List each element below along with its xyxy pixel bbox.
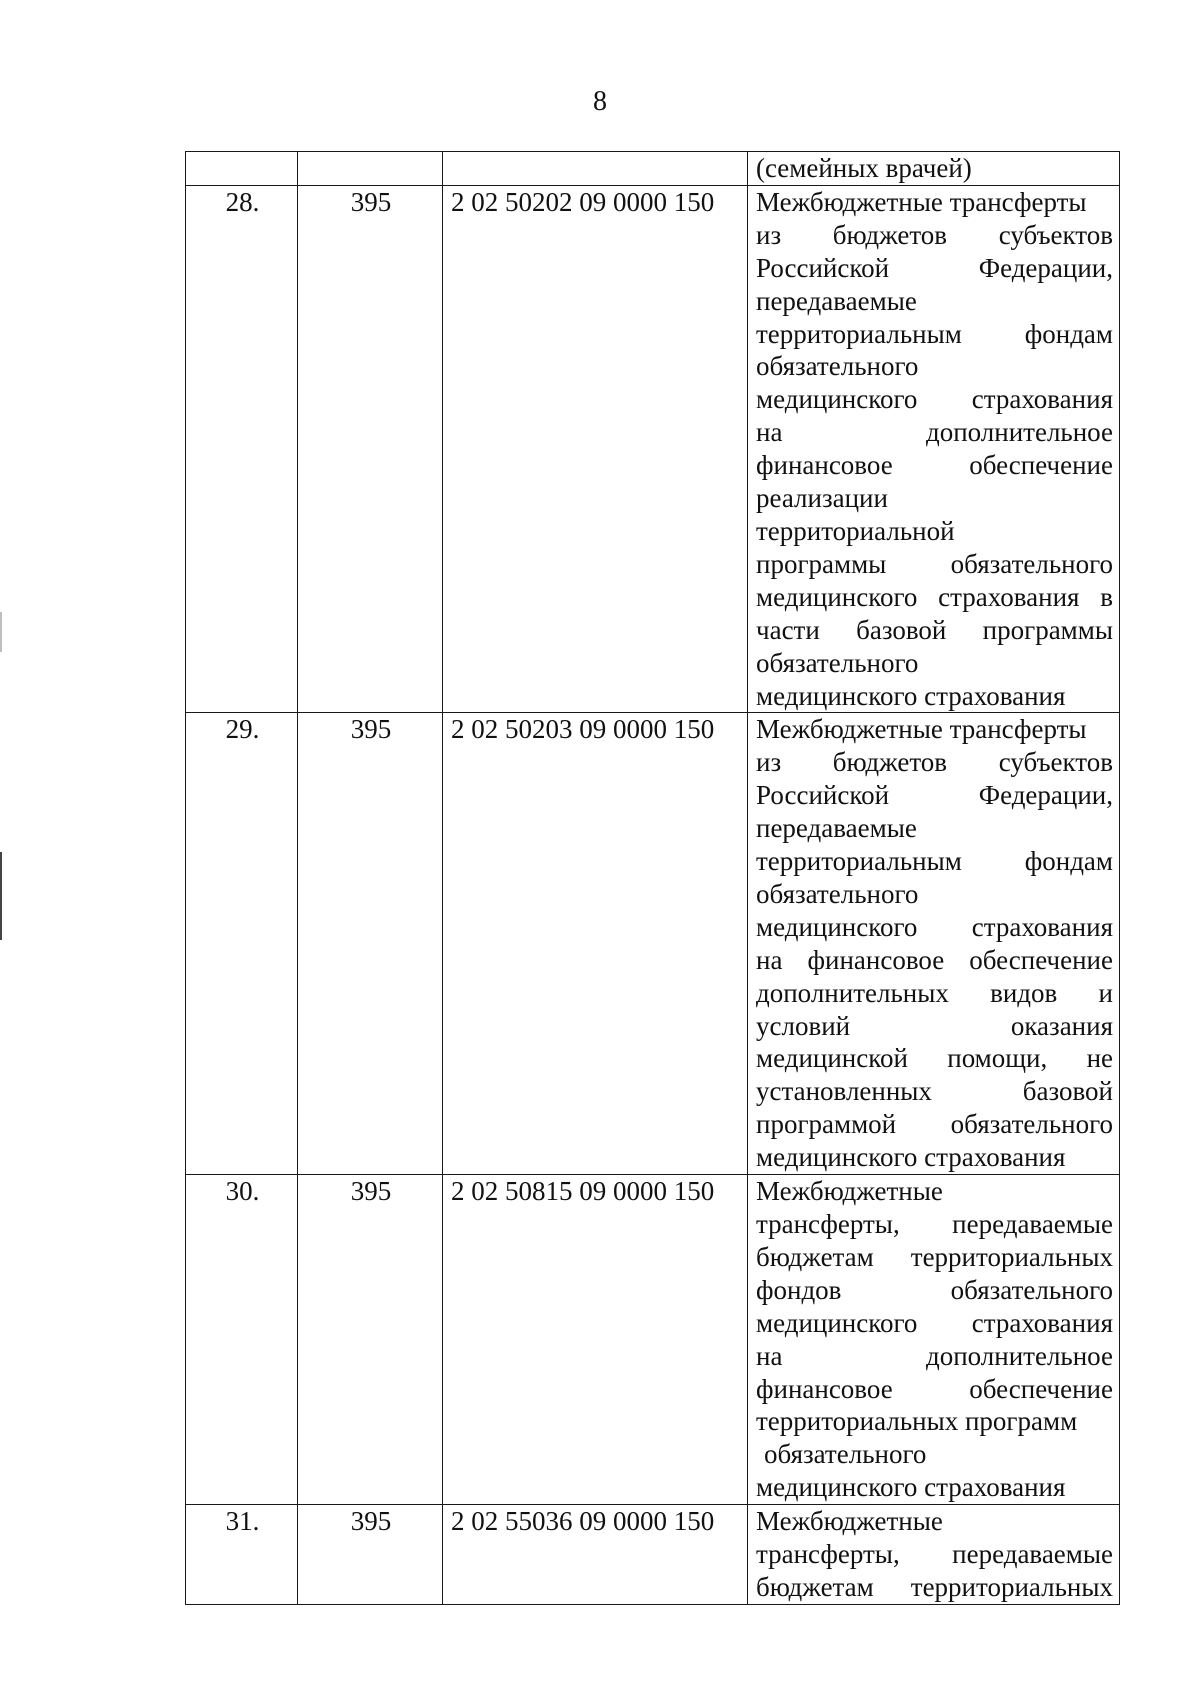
row-number-cell [186, 152, 298, 186]
administrator-code-cell: 395 [298, 185, 443, 713]
description-line: Межбюджетные [756, 1506, 943, 1537]
description-line: Российской Федерации, [756, 252, 1113, 283]
scan-edge-mark [0, 612, 2, 652]
description-line: программы обязательного [756, 548, 1113, 579]
income-description-cell [748, 713, 1120, 1175]
description-line: территориальным фондам [756, 318, 1113, 349]
budget-classification-code-cell: 2 02 55036 09 0000 150 [443, 1505, 748, 1605]
description-line: части базовой программы [756, 614, 1113, 645]
description-line: территориальной [756, 515, 955, 546]
description-line: медицинского страхования [756, 1142, 1066, 1173]
description-line: медицинского страхования [756, 1472, 1066, 1503]
description-line: передаваемые [756, 285, 917, 316]
page-number: 8 [593, 86, 607, 117]
description-line: медицинского страхования [756, 680, 1066, 711]
description-line: трансферты, передаваемые [756, 1539, 1113, 1570]
table-row [186, 152, 1120, 186]
income-description-cell [748, 185, 1120, 713]
description-line: финансовое обеспечение [756, 450, 1113, 481]
table-body [186, 152, 1120, 1605]
description-line: программой обязательного [756, 1109, 1113, 1140]
description-line: на финансовое обеспечение [756, 944, 1113, 975]
description-line: медицинского страхования в [756, 581, 1113, 612]
description-line: реализации [756, 483, 888, 514]
description-line: условий оказания [756, 1010, 1113, 1041]
description-line: на дополнительное [756, 1340, 1113, 1371]
description-line: медицинского страхования [756, 384, 1113, 415]
budget-classification-code-cell: 2 02 50203 09 0000 150 [443, 713, 748, 1175]
table-row [186, 713, 1120, 1175]
income-description-cell [748, 1505, 1120, 1605]
description-line: Межбюджетные [756, 1176, 943, 1207]
budget-classification-code-cell [443, 152, 748, 186]
budget-codes-table [185, 151, 1120, 1605]
income-description-cell [748, 152, 1120, 186]
description-line: Межбюджетные трансферты [756, 714, 1087, 745]
administrator-code-cell: 395 [298, 1175, 443, 1505]
table-row [186, 1175, 1120, 1505]
description-line: обязательного [756, 878, 919, 909]
budget-classification-code-cell: 2 02 50815 09 0000 150 [443, 1175, 748, 1505]
description-line: бюджетам территориальных [756, 1241, 1113, 1272]
table-row [186, 1505, 1120, 1605]
description-line: обязательного [756, 351, 919, 382]
description-line: трансферты, передаваемые [756, 1209, 1113, 1239]
description-line: из бюджетов субъектов [756, 747, 1113, 778]
description-line: Межбюджетные трансферты [756, 186, 1087, 217]
description-line: обязательного [764, 1439, 927, 1470]
description-line: обязательного [756, 647, 919, 678]
description-line: (семейных врачей) [756, 153, 972, 183]
description-line: медицинского страхования [756, 1307, 1113, 1338]
scan-edge-mark [0, 852, 2, 940]
table-row [186, 185, 1120, 713]
description-line: территориальным фондам [756, 846, 1113, 877]
description-line: на дополнительное [756, 417, 1113, 448]
income-description-cell [748, 1175, 1120, 1505]
description-line: территориальных программ [756, 1406, 1078, 1437]
administrator-code-cell: 395 [298, 713, 443, 1175]
row-number-cell: 31. [186, 1505, 298, 1605]
description-line: медицинского страхования [756, 911, 1113, 942]
description-line: медицинской помощи, не [756, 1043, 1113, 1074]
administrator-code-cell: 395 [298, 1505, 443, 1605]
description-line: бюджетам территориальных [756, 1571, 1113, 1602]
administrator-code-cell [298, 152, 443, 186]
description-line: дополнительных видов и [756, 977, 1113, 1008]
row-number-cell: 29. [186, 713, 298, 1175]
description-line: Российской Федерации, [756, 780, 1113, 811]
row-number-cell: 28. [186, 185, 298, 713]
description-line: финансовое обеспечение [756, 1373, 1113, 1404]
description-line: из бюджетов субъектов [756, 219, 1113, 250]
description-line: фондов обязательного [756, 1274, 1113, 1305]
budget-classification-code-cell: 2 02 50202 09 0000 150 [443, 185, 748, 713]
row-number-cell: 30. [186, 1175, 298, 1505]
description-line: установленных базовой [756, 1076, 1113, 1107]
description-line: передаваемые [756, 813, 917, 844]
